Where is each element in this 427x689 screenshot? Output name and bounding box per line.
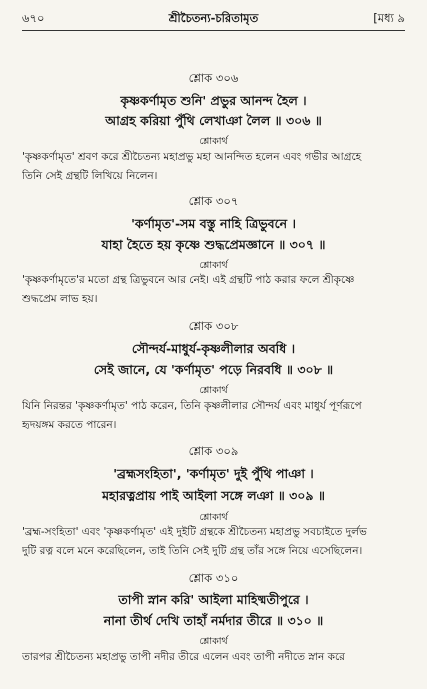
translation-paragraph: [22, 523, 405, 561]
verse-heading: শ্লোক ৩০৭: [188, 194, 239, 208]
translation-paragraph: [22, 148, 405, 186]
translation-label: শ্লোকার্থ: [199, 636, 228, 647]
translation-label: শ্লোকার্থ: [199, 260, 228, 271]
verse-line: 'কর্ণামৃত'-সম বস্তু নাহি ত্রিভুবনে ।: [131, 216, 296, 231]
translation-line: 'কৃষ্ণকর্ণামৃতে'র মতো গ্রন্থ ত্রিভুবনে আর নেই। এই গ্রন্থটি পাঠ করার ফলে শ্রীকৃষ্ণে: [22, 274, 355, 286]
header-rule: [22, 30, 405, 31]
verse-line: কৃষ্ণকর্ণামৃত শুনি' প্রভুর আনন্দ হৈল ।: [120, 93, 307, 108]
verse-heading: শ্লোক ৩০৯: [188, 444, 239, 458]
translation-line: 'ব্রহ্ম-সংহিতা' এবং 'কৃষ্ণকর্ণামৃত' এই দুইটি গ্রন্থকে শ্রীচৈতন্য মহাপ্রভু সবচাইতে দুর্লভ: [22, 526, 367, 538]
verse-heading: শ্লোক ৩১০: [188, 571, 239, 585]
book-title: শ্রীচৈতন্য-চরিতামৃত: [168, 11, 259, 25]
translation-line: শুদ্ধপ্রেম লাভ হয়।: [22, 293, 98, 305]
verse-line: সৌন্দর্য-মাধুর্য-কৃষ্ণলীলার অবধি ।: [131, 341, 296, 356]
section-marker: [মধ্য ৯: [373, 11, 405, 25]
verse-line: সেই জানে, যে 'কর্ণামৃত' পড়ে নিরবধি ॥ ৩০৮ ॥: [93, 362, 334, 377]
translation-paragraph: [22, 648, 405, 667]
verse-line: তাপী স্নান করি' আইলা মাহিষ্মতীপুরে ।: [118, 592, 309, 607]
translation-line: দুটি রত্ন বলে মনে করেছিলেন, তাই তিনি সেই দুটি গ্রন্থ তাঁর সঙ্গে নিয়ে এসেছিলেন।: [22, 545, 363, 557]
translation-label: শ্লোকার্থ: [199, 136, 228, 147]
translation-label: শ্লোকার্থ: [199, 385, 228, 396]
verse-line: 'ব্রহ্মসংহিতা', 'কর্ণামৃত' দুই পুঁথি পাঞা ।: [113, 466, 314, 481]
verse-heading: শ্লোক ৩০৬: [188, 71, 239, 85]
translation-label: শ্লোকার্থ: [199, 512, 228, 523]
verse-line: নানা তীর্থ দেখি তাহাঁ নর্মদার তীরে ॥ ৩১০ ॥: [103, 613, 324, 628]
verse-line: আগ্রহ করিয়া পুঁথি লেখাঞা লৈল ॥ ৩০৬ ॥: [105, 113, 322, 128]
verse-line: মহারত্নপ্রায় পাই আইলা সঙ্গে লঞা ॥ ৩০৯ ॥: [102, 488, 325, 503]
translation-paragraph: [22, 271, 405, 309]
translation-line: তারপর শ্রীচৈতন্য মহাপ্রভু তাপী নদীর তীরে এলেন এবং তাপী নদীতে স্নান করে: [22, 651, 345, 663]
translation-line: 'কৃষ্ণকর্ণামৃত' শ্রবণ করে শ্রীচৈতন্য মহাপ্রভু মহা আনন্দিত হলেন এবং গভীর আগ্রহে: [22, 151, 362, 163]
translation-paragraph: [22, 397, 405, 435]
translation-line: হৃদয়ঙ্গম করতে পারেন।: [22, 419, 117, 431]
page-number: ৬৭০: [22, 11, 45, 25]
translation-line: যিনি নিরন্তর 'কৃষ্ণকর্ণামৃত' পাঠ করেন, তিনি কৃষ্ণলীলার সৌন্দর্য এবং মাধুর্য পূর্ণরূপে: [22, 400, 362, 412]
verse-line: যাহা হৈতে হয় কৃষ্ণে শুদ্ধপ্রেমজ্ঞানে ॥ ৩০৭ ॥: [101, 237, 326, 252]
running-header: [22, 6, 405, 28]
verse-heading: শ্লোক ৩০৮: [188, 319, 239, 333]
translation-line: তিনি সেই গ্রন্থটি লিখিয়ে নিলেন।: [22, 170, 158, 182]
